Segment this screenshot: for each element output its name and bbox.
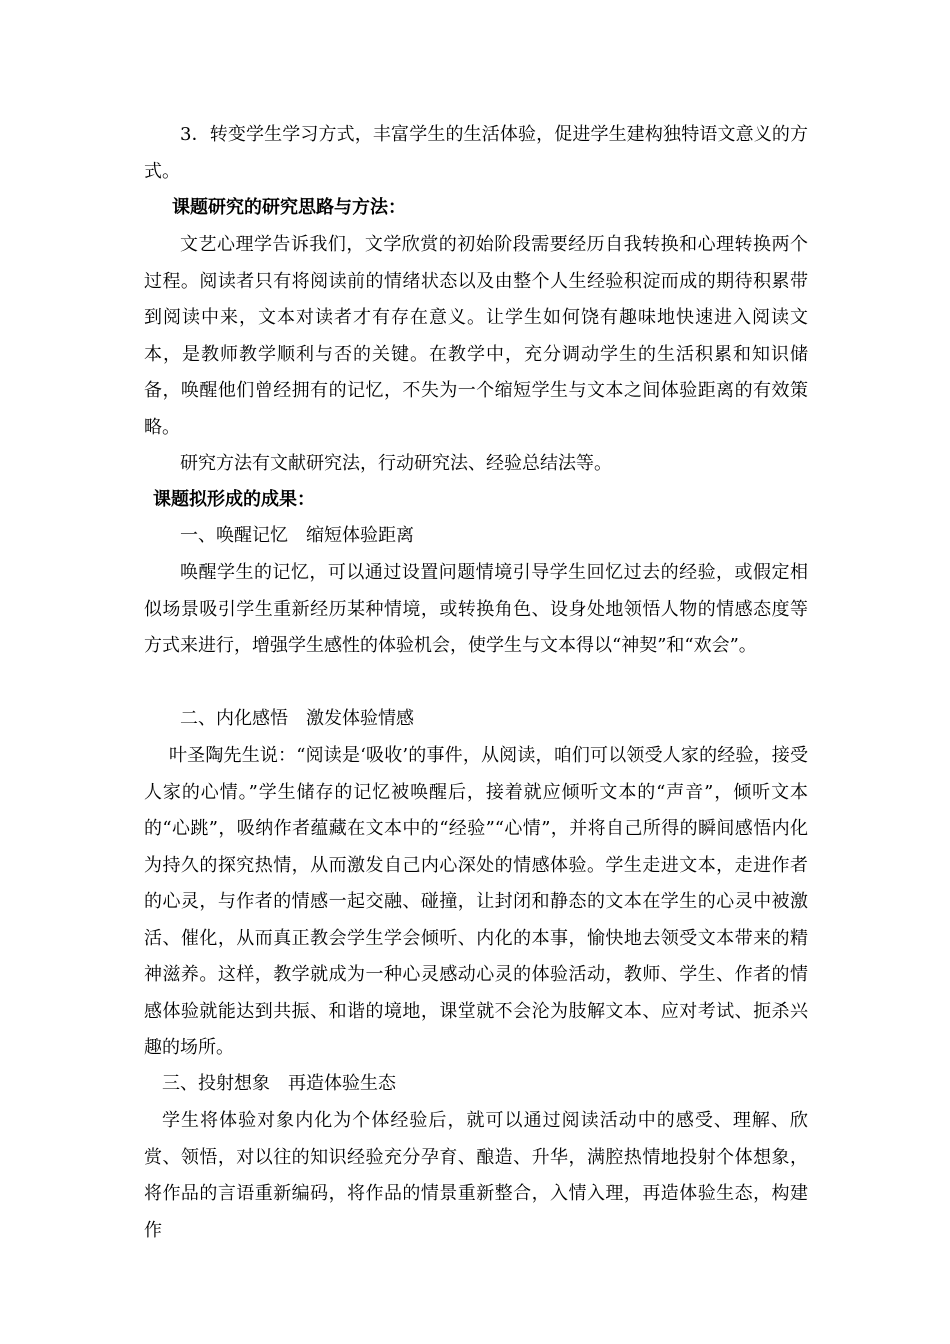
section-3-body: 学生将体验对象内化为个体经验后，就可以通过阅读活动中的感受、理解、欣赏、领悟，对以往的知识经验充分孕育、酿造、升华，满腔热情地投射个体想象，将作品的言语重新编码，将作品的情景重新整合，入情入理，再造体验生态，构建作 <box>144 1110 808 1241</box>
paragraph-literary-psychology: 文艺心理学告诉我们，文学欣赏的初始阶段需要经历自我转换和心理转换两个过程。阅读者只有将阅读前的情绪状态以及由整个人生经验积淀而成的期待积累带到阅读中来，文本对读者才有存在意义。让学生如何饶有趣味地快速进入阅读文本，是教师教学顺利与否的关键。在教学中，充分调动学生的生活积累和知识储备，唤醒他们曾经拥有的记忆，不失为一个缩短学生与文本之间体验距离的有效策略。 <box>144 234 808 438</box>
section-2-body: 叶圣陶先生说：“阅读是‘吸收’的事件，从阅读，咱们可以领受人家的经验，接受人家的心情。”学生储存的记忆被唤醒后，接着就应倾听文本的“声音”，倾听文本的“心跳”，吸纳作者蕴藏在文本中的“经验”“心情”，并将自己所得的瞬间感悟内化为持久的探究热情，从而激发自己内心深处的情感体验。学生走进文本，走进作者的心灵，与作者的情感一起交融、碰撞，让封闭和静态的文本在学生的心灵中被激活、催化，从而真正教会学生学会倾听、内化的本事，愉快地去领受文本带来的精神滋养。这样，教学就成为一种心灵感动心灵的体验活动，教师、学生、作者的情感体验就能达到共振、和谐的境地，课堂就不会沦为肢解文本、应对考试、扼杀兴趣的场所。 <box>144 745 808 1058</box>
section-2-title: 二、内化感悟 激发体验情感 <box>180 708 414 729</box>
research-item-3: 3．转变学生学习方式，丰富学生的生活体验，促进学生建构独特语文意义的方式。 <box>144 124 808 182</box>
paragraph-research-methods: 研究方法有文献研究法，行动研究法、经验总结法等。 <box>180 453 612 474</box>
section-1-title: 一、唤醒记忆 缩短体验距离 <box>180 525 414 546</box>
heading-research-method: 课题研究的研究思路与方法： <box>172 197 406 218</box>
section-1-body: 唤醒学生的记忆，可以通过设置问题情境引导学生回忆过去的经验，或假定相似场景吸引学生重新经历某种情境，或转换角色、设身处地领悟人物的情感态度等方式来进行，增强学生感性的体验机会，使学生与文本得以“神契”和“欢会”。 <box>144 562 808 656</box>
heading-expected-results: 课题拟形成的成果： <box>153 489 315 510</box>
section-3-title: 三、投射想象 再造体验生态 <box>162 1073 396 1094</box>
